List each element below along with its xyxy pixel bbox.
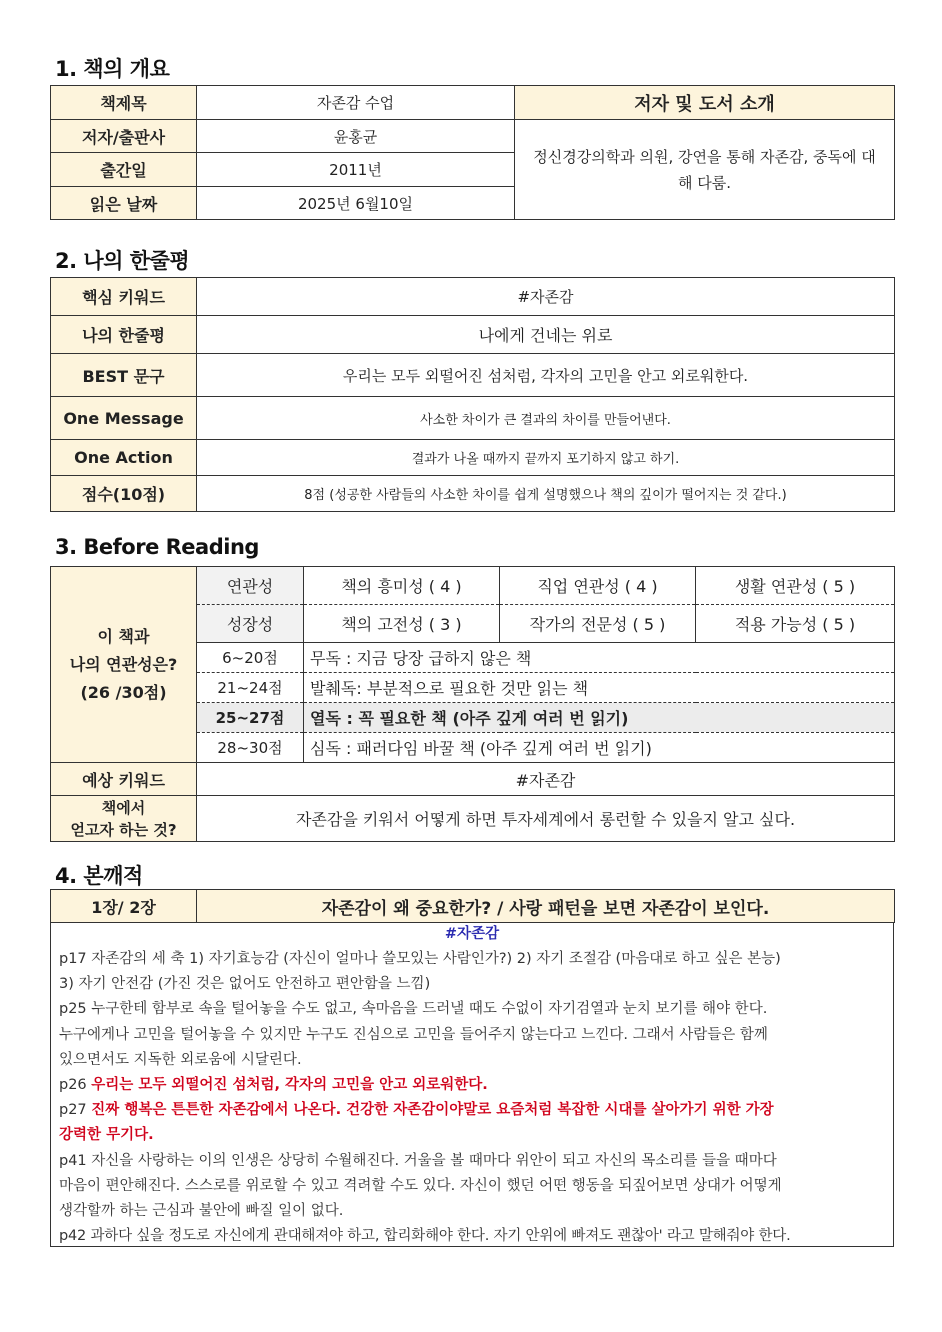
growth-item: 작가의 전문성 ( 5 ) bbox=[500, 605, 696, 643]
keyword-label: 핵심 키워드 bbox=[51, 278, 197, 316]
relevance-label: 연관성 bbox=[197, 567, 304, 605]
goal-value: 자존감을 키워서 어떻게 하면 투자세계에서 롱런할 수 있을지 알고 싶다. bbox=[197, 796, 895, 842]
chapter-title: 자존감이 왜 중요한가? / 사랑 패턴을 보면 자존감이 보인다. bbox=[197, 890, 895, 923]
note-line: 생각할까 하는 근심과 불안에 빠질 일이 없다. bbox=[59, 1203, 344, 1220]
growth-item: 적용 가능성 ( 5 ) bbox=[696, 605, 895, 643]
note-line bbox=[59, 1073, 885, 1098]
bon-kkae-jeok-header bbox=[50, 889, 895, 923]
notes-keyword: #자존감 bbox=[444, 926, 500, 942]
expected-keyword-value: #자존감 bbox=[197, 763, 895, 796]
note-line: p17 자존감의 세 축 1) 자기효능감 (자신이 얼마나 쓸모있는 사람인가?) 2) 자기 조절감 (마음대로 하고 싶은 본능) bbox=[59, 951, 781, 967]
relation-label-line3: (26 /30점) bbox=[80, 682, 167, 702]
note-line bbox=[59, 1123, 885, 1148]
one-message-value: 사소한 차이가 큰 결과의 차이를 만들어낸다. bbox=[197, 397, 895, 440]
section-3-title: 3. Before Reading bbox=[55, 535, 259, 559]
note-line: 3) 자기 안전감 (가진 것은 없어도 안전하고 편안함을 느낌) bbox=[59, 976, 431, 993]
keyword-value: #자존감 bbox=[197, 278, 895, 316]
score-value: 8점 (성공한 사람들의 사소한 차이를 쉽게 설명했으나 책의 깊이가 떨어지는 것 같다.) bbox=[197, 476, 895, 512]
highlight-quote: 우리는 모두 외떨어진 섬처럼, 각자의 고민을 안고 외로워한다. bbox=[91, 1077, 488, 1094]
note-line: p25 누구한테 함부로 속을 털어놓을 수도 없고, 속마음을 드러낼 때도 수없이 자기검열과 눈치 보기를 해야 한다. bbox=[59, 1001, 768, 1018]
book-overview-table bbox=[50, 85, 895, 220]
note-line bbox=[59, 1098, 885, 1123]
one-action-value: 결과가 나올 때까지 끝까지 포기하지 않고 하기. bbox=[197, 440, 895, 476]
note-line: 마음이 편안해진다. 스스로를 위로할 수 있고 격려할 수도 있다. 자신이 했던 어떤 행동을 되짚어보면 상대가 어떻게 bbox=[59, 1177, 782, 1194]
note-line: p42 과하다 싶을 정도로 자신에게 관대해져야 하고, 합리화해야 한다. 자기 안위에 빠져도 괜찮아' 라고 말해줘야 한다. bbox=[59, 1228, 791, 1245]
scale-desc: 무독 : 지금 당장 급하지 않은 책 bbox=[304, 643, 895, 673]
section-1-title: 1. 책의 개요 bbox=[55, 57, 170, 81]
relevance-item: 책의 흥미성 ( 4 ) bbox=[304, 567, 500, 605]
chapter-label: 1장/ 2장 bbox=[51, 890, 197, 923]
relation-label-line2: 나의 연관성은? bbox=[69, 654, 178, 674]
publish-date-value: 2011년 bbox=[197, 153, 515, 187]
scale-range: 6~20점 bbox=[197, 643, 304, 673]
relevance-item: 직업 연관성 ( 4 ) bbox=[500, 567, 696, 605]
relation-label bbox=[51, 567, 197, 763]
author-value: 윤홍균 bbox=[197, 120, 515, 153]
review-table bbox=[50, 277, 895, 512]
expected-keyword-label: 예상 키워드 bbox=[51, 763, 197, 796]
relation-label-line1: 이 책과 bbox=[97, 626, 150, 646]
one-line-review-label: 나의 한줄평 bbox=[51, 316, 197, 354]
highlight-quote: 진짜 행복은 튼튼한 자존감에서 나온다. 건강한 자존감이야말로 요즘처럼 복잡한 시대를 살아가기 위한 가장 bbox=[91, 1102, 774, 1119]
growth-label: 성장성 bbox=[197, 605, 304, 643]
note-line: 누구에게나 고민을 털어놓을 수 있지만 누구도 진심으로 고민을 들어주지 않는다고 느낀다. 그래서 사람들은 함께 bbox=[59, 1026, 768, 1043]
one-message-label: One Message bbox=[51, 397, 197, 440]
scale-range: 21~24점 bbox=[197, 673, 304, 703]
relevance-item: 생활 연관성 ( 5 ) bbox=[696, 567, 895, 605]
growth-item: 책의 고전성 ( 3 ) bbox=[304, 605, 500, 643]
goal-label-line2: 얻고자 하는 것? bbox=[70, 820, 177, 839]
page-ref: p26 bbox=[59, 1077, 92, 1094]
intro-text: 정신경강의학과 의원, 강연을 통해 자존감, 중독에 대해 다룸. bbox=[515, 120, 895, 220]
scale-range: 28~30점 bbox=[197, 733, 304, 763]
read-date-value: 2025년 6월10일 bbox=[197, 187, 515, 220]
note-line: 있으면서도 지독한 외로움에 시달린다. bbox=[59, 1051, 302, 1068]
one-action-label: One Action bbox=[51, 440, 197, 476]
scale-range-selected: 25~27점 bbox=[197, 703, 304, 733]
scale-desc: 심독 : 패러다임 바꿀 책 (아주 깊게 여러 번 읽기) bbox=[304, 733, 895, 763]
best-quote-value: 우리는 모두 외떨어진 섬처럼, 각자의 고민을 안고 외로워한다. bbox=[197, 354, 895, 397]
highlight-quote: 강력한 무기다. bbox=[59, 1127, 154, 1144]
best-quote-label: BEST 문구 bbox=[51, 354, 197, 397]
note-line: p41 자신을 사랑하는 이의 인생은 상당히 수월해진다. 거울을 볼 때마다 위안이 되고 자신의 목소리를 들을 때마다 bbox=[59, 1152, 777, 1169]
book-title-label: 책제목 bbox=[51, 86, 197, 120]
intro-header: 저자 및 도서 소개 bbox=[515, 86, 895, 120]
scale-desc: 발췌독: 부분적으로 필요한 것만 읽는 책 bbox=[304, 673, 895, 703]
one-line-review-value: 나에게 건네는 위로 bbox=[197, 316, 895, 354]
section-2-title: 2. 나의 한줄평 bbox=[55, 249, 190, 273]
scale-desc-selected: 열독 : 꼭 필요한 책 (아주 깊게 여러 번 읽기) bbox=[304, 703, 895, 733]
read-date-label: 읽은 날짜 bbox=[51, 187, 197, 220]
section-4-title: 4. 본깨적 bbox=[55, 864, 143, 888]
score-label: 점수(10점) bbox=[51, 476, 197, 512]
goal-label bbox=[51, 796, 197, 842]
publish-date-label: 출간일 bbox=[51, 153, 197, 187]
page-ref: p27 bbox=[59, 1102, 92, 1119]
author-label: 저자/출판사 bbox=[51, 120, 197, 153]
goal-label-line1: 책에서 bbox=[101, 798, 146, 817]
notes-box bbox=[50, 922, 894, 1247]
book-title-value: 자존감 수업 bbox=[197, 86, 515, 120]
before-reading-table bbox=[50, 566, 895, 842]
